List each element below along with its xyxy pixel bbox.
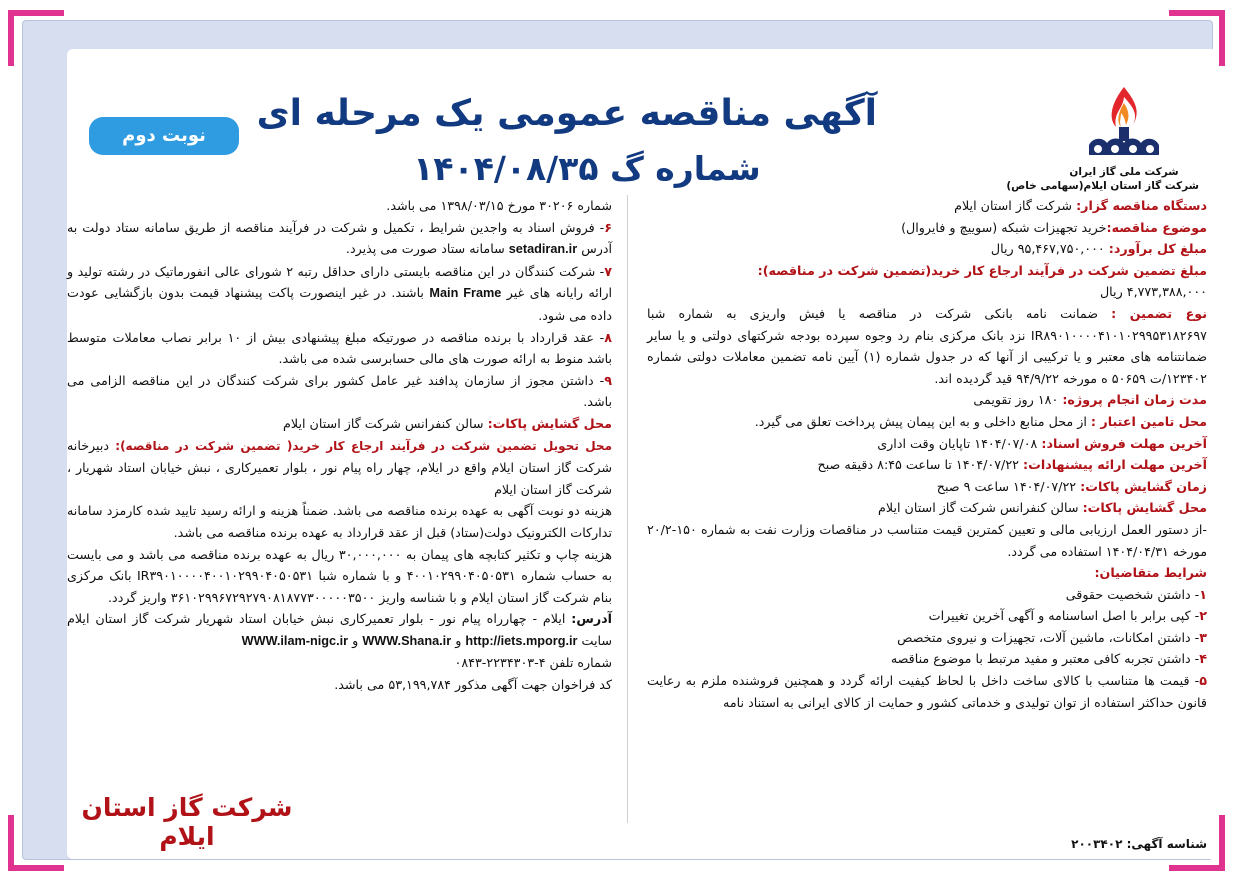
frame-corner	[8, 815, 14, 871]
guarantee-type-value: ضمانت نامه بانکی شرکت در مناقصه یا فیش واریزی به شماره شبا IR۸۹۰۱۰۰۰۰۴۱۰۱۰۲۹۹۵۳۱۸۲۶۹۷ نزد بانک مرکزی بنام رد وجوه سپرده بودجه شرکتهای دولتی و یا سایر ضمانتنامه های معتبر و یا ترکیبی از آنها که در جدول شماره (۱) آیین نامه تضمین معاملات دولتی شماره ۱۲۳۴۰۲/ت ۵۰۶۵۹ ه مورخه ۹۴/۹/۲۲ قید گردیده اند.	[647, 305, 1207, 386]
condition-item: ۴- داشتن تجربه کافی معتبر و مفید مرتبط با موضوع مناقصه	[890, 651, 1207, 667]
guarantee-amount-value-line	[647, 281, 1207, 303]
shana-link[interactable]: WWW.Shana.ir	[362, 633, 452, 648]
left-cost-ad: هزینه دو نوبت آگهی به عهده برنده مناقصه می باشد. ضمناً هزینه و ارائه رسید تایید شده کارمزد سامانه تدارکات الکترونیک دولت(ستاد) قبل از عقد قرارداد به عهده برنده مناقصه می باشد.	[67, 503, 612, 540]
left-p8: ۸- عقد قرارداد با برنده مناقصه در صورتیکه مبلغ پیشنهادی بیش از ۱۰ برابر نصاب معاملات متوسط باشد منوط به ارائه صورت های مالی حسابرسی شده می باشد.	[67, 329, 612, 367]
offer-deadline-value: ۱۴۰۴/۰۷/۲۲ تا ساعت ۸:۴۵ دقیقه صبح	[817, 457, 1024, 473]
funding-line	[647, 411, 1207, 433]
opening-time-label: زمان گشایش پاکات:	[1080, 478, 1207, 494]
agency-value: شرکت گاز استان ایلام	[954, 198, 1077, 213]
left-code: کد فراخوان جهت آگهی مذکور ۵۳,۱۹۹,۷۸۴ می باشد.	[334, 677, 612, 693]
left-address: آدرس: ایلام - چهارراه پیام نور - بلوار تعمیرکاری نبش خیابان استاد شهریار شرکت گاز استان ایلام سایت http://iets.mporg.ir و WWW.Shana.ir و WWW.ilam-nigc.ir	[67, 611, 612, 648]
setad-link[interactable]: setadiran.ir	[508, 242, 578, 257]
subject-label: موضوع مناقصه:	[1106, 219, 1207, 235]
estimate-value: ۹۵,۴۶۷,۷۵۰,۰۰۰ ریال	[990, 241, 1109, 257]
ilam-nigc-link[interactable]: WWW.ilam-nigc.ir	[241, 633, 349, 648]
doc-deadline-value: ۱۴۰۴/۰۷/۰۸ تاپایان وقت اداری	[877, 435, 1042, 451]
subject-value: خرید تجهیزات شبکه (سوییچ و فایروال)	[901, 219, 1107, 235]
offer-deadline-line	[647, 454, 1207, 476]
left-column	[67, 195, 612, 696]
second-round-badge: نوبت دوم	[89, 117, 239, 155]
funding-label: محل تامین اعتبار :	[1090, 413, 1207, 429]
offer-deadline-label: آخرین مهلت ارائه پیشنهادات:	[1023, 457, 1207, 473]
logo-line-1: شرکت ملی گاز ایران	[1069, 166, 1179, 178]
estimate-line	[647, 238, 1207, 260]
iets-link[interactable]: http://iets.mporg.ir	[465, 633, 578, 648]
opening-time-line	[647, 476, 1207, 498]
frame-corner	[1219, 815, 1225, 871]
opening-place-label: محل گشایش پاکات:	[1082, 500, 1207, 516]
left-open-place: محل گشایش پاکات: سالن کنفرانس شرکت گاز استان ایلام	[283, 415, 612, 431]
guarantee-amount-value: ۴,۷۷۳,۳۸۸,۰۰۰ ریال	[1099, 284, 1207, 300]
opening-time-value: ۱۴۰۴/۰۷/۲۲ ساعت ۹ صبح	[936, 478, 1081, 494]
conditions-title: شرایط متقاضیان:	[1094, 565, 1207, 581]
funding-value: از محل منابع داخلی و به این پیمان پیش پرداخت تعلق می گیرد.	[754, 413, 1091, 429]
agency-line	[647, 195, 1207, 217]
doc-deadline-line	[647, 433, 1207, 455]
left-p7: ۷- شرکت کنندگان در این مناقصه بایستی دارای حداقل رتبه ۲ شورای عالی انفورماتیک در رشته تولید و ارائه رایانه های غیر Main Frame باشند. در غیر اینصورت پاکت پیشنهاد قیمت بدون بازگشایی عودت داده می شود.	[67, 263, 613, 323]
frame-corner	[1169, 865, 1225, 871]
right-column	[647, 195, 1207, 713]
duration-line	[647, 389, 1207, 411]
agency-label: دستگاه مناقصه گزار:	[1076, 198, 1207, 213]
estimate-label: مبلغ کل برآورد:	[1108, 241, 1207, 257]
frame-corner	[8, 10, 14, 66]
left-deliver: محل تحویل تضمین شرکت در فرآیند ارجاع کار خرید( تضمین شرکت در مناقصه): دبیرخانه شرکت گاز استان ایلام واقع در ایلام، چهار راه پیام نور ، بلوار تعمیرکاری ، نبش خیابان استاد شهریار ، شرکت گاز استان ایلام	[67, 437, 612, 497]
conditions-title-line	[647, 562, 1207, 584]
condition-item: ۱- داشتن شخصیت حقوقی	[1065, 586, 1207, 602]
ad-id: شناسه آگهی: ۲۰۰۳۴۰۲	[1071, 837, 1207, 851]
ad-panel	[22, 20, 1213, 860]
ad-content	[67, 49, 1217, 859]
logo-line-2: شرکت گاز استان ایلام(سهامی خاص)	[1006, 180, 1199, 192]
guarantee-amount-label: مبلغ تضمین شرکت در فرآیند ارجاع کار خرید(تضمین شرکت در مناقصه):	[757, 262, 1207, 278]
guarantee-amount-line	[647, 260, 1207, 282]
duration-value: ۱۸۰ روز تقویمی	[973, 392, 1063, 408]
column-divider	[627, 195, 628, 823]
left-p6: ۶- فروش اسناد به واجدین شرایط ، تکمیل و شرکت در فرآیند مناقصه از طریق سامانه ستاد دولت به آدرس setadiran.ir سامانه ستاد صورت می پذیرد.	[67, 219, 612, 257]
left-phone: شماره تلفن ۴-۲۲۳۴۳۰۳-۰۸۴۳	[454, 655, 612, 671]
frame-corner	[8, 10, 64, 16]
frame-corner	[1169, 10, 1225, 16]
left-p9: ۹- داشتن مجوز از سازمان پدافند غیر عامل کشور برای شرکت کنندگان در این مناقصه الزامی می باشد.	[67, 372, 612, 410]
condition-item: ۵- قیمت ها متناسب با کالای ساخت داخل با لحاظ کیفیت ارائه گردد و همچنین فروشنده ملزم به رعایت قانون حداکثر استفاده از توان تولیدی و خدماتی کشور و حمایت از کالای ایرانی به استناد نامه	[647, 673, 1207, 710]
condition-item: ۳- داشتن امکانات، ماشین آلات، تجهیزات و نیروی متخصص	[897, 629, 1207, 645]
condition-item: ۲- کپی برابر با اصل اساسنامه و آگهی آخرین تغییرات	[928, 608, 1207, 624]
left-cost-print: هزینه چاپ و تکثیر کتابچه های پیمان به ۳۰,۰۰۰,۰۰۰ ریال به عهده برنده مناقصه می باشد و می بایست به حساب شماره ۴۰۰۱۰۲۹۹۰۴۰۵۰۵۳۱ و با شماره شبا IR۳۹۰۱۰۰۰۰۴۰۰۱۰۲۹۹۰۴۰۵۰۵۳۱ بانک مرکزی بنام شرکت گاز استان ایلام و با شناسه واریز ۳۶۱۰۲۹۹۶۷۲۹۲۷۹۰۸۱۸۷۷۳۰۰۰۰۰۳۵۰۰ واریز گردد.	[67, 546, 612, 605]
subject-line	[647, 217, 1207, 239]
frame-corner	[8, 865, 64, 871]
opening-place-value: سالن کنفرانس شرکت گاز استان ایلام	[878, 500, 1083, 516]
opening-place-line	[647, 497, 1207, 519]
doc-deadline-label: آخرین مهلت فروش اسناد:	[1041, 435, 1207, 451]
ad-title: آگهی مناقصه عمومی یک مرحله ای	[256, 93, 877, 134]
duration-label: مدت زمان انجام پروژه:	[1062, 392, 1207, 408]
frame-corner	[1219, 10, 1225, 66]
company-logo	[1006, 83, 1199, 193]
instruction-line: -از دستور العمل ارزیابی مالی و تعیین کمترین قیمت متناسب در مناقصات وزارت نفت به شماره ۱۵۰-۲۰/۲ مورخه ۱۴۰۴/۰۴/۳۱ استفاده می گردد.	[647, 521, 1207, 559]
gas-flame-logo-icon	[1083, 83, 1165, 165]
guarantee-type-line	[647, 303, 1207, 389]
company-signature: شرکت گاز استان ایلام	[81, 793, 293, 851]
left-p1: شماره ۳۰۲۰۶ مورخ ۱۳۹۸/۰۳/۱۵ می باشد.	[386, 198, 612, 213]
guarantee-type-label: نوع تضمین :	[1111, 305, 1207, 321]
ad-number: شماره گ ۱۴۰۴/۰۸/۳۵	[413, 149, 761, 188]
